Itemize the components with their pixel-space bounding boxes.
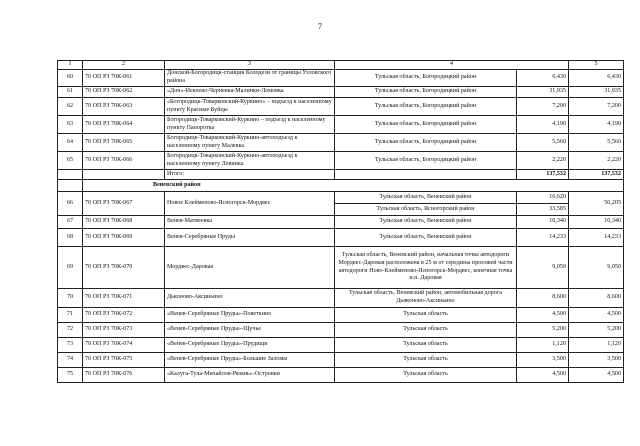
road-name: Богородицк-Товарковский-Куркино – подъезд к населенному пункту Папоротка bbox=[165, 116, 335, 134]
row-number: 74 bbox=[58, 353, 83, 368]
road-length: 33,585 bbox=[517, 203, 568, 215]
road-code: 70 ОП РЗ 70К-064 bbox=[83, 116, 165, 134]
road-code: 70 ОП РЗ 70К-070 bbox=[83, 247, 165, 289]
row-number: 73 bbox=[58, 338, 83, 353]
road-total: 10,340 bbox=[569, 216, 624, 229]
subtotal-label: Итого: bbox=[165, 170, 335, 180]
table-row bbox=[58, 70, 624, 87]
road-total: 2,220 bbox=[569, 152, 624, 170]
road-region: Тульская область, Богородицкий район bbox=[335, 116, 517, 134]
section-title: Веневский район bbox=[83, 180, 624, 192]
row-number: 72 bbox=[58, 323, 83, 338]
road-name: Венев-Матвеевка bbox=[165, 216, 335, 229]
road-code: 70 ОП РЗ 70К-066 bbox=[83, 152, 165, 170]
road-length: 5,200 bbox=[517, 323, 569, 338]
road-total: 8,600 bbox=[569, 289, 624, 308]
road-name: Богородицк-Товарковский-Куркино-автоподъезд к населенному пункту Малевка bbox=[165, 134, 335, 152]
table-row bbox=[58, 247, 624, 289]
row-number: 62 bbox=[58, 98, 83, 116]
road-region: Тульская область, Богородицкий район bbox=[335, 87, 517, 98]
road-length-split bbox=[517, 192, 569, 216]
road-name: «Венев-Серебряные Пруды»-Щучье bbox=[165, 323, 335, 338]
table-row bbox=[58, 116, 624, 134]
road-region: Тульская область bbox=[335, 323, 517, 338]
road-region: Тульская область, Богородицкий район bbox=[335, 70, 517, 87]
road-name: «Венев-Серебряные Пруды»-Поветкино bbox=[165, 308, 335, 323]
road-length: 8,600 bbox=[517, 289, 569, 308]
road-region: Тульская область, Веневский район, автомобильная дорога Дьяконово-Аксиньино bbox=[335, 289, 517, 308]
road-region: Тульская область, Ясногорский район bbox=[335, 203, 516, 215]
col-header: 5 bbox=[569, 61, 624, 70]
road-length: 9,050 bbox=[517, 247, 569, 289]
road-code: 70 ОП РЗ 70К-067 bbox=[83, 192, 165, 216]
road-code: 70 ОП РЗ 70К-076 bbox=[83, 368, 165, 383]
road-region: Тульская область bbox=[335, 353, 517, 368]
road-region: Тульская область, Веневский район bbox=[335, 216, 517, 229]
road-total: 6,430 bbox=[569, 70, 624, 87]
road-region: Тульская область bbox=[335, 308, 517, 323]
road-total: 3,500 bbox=[569, 353, 624, 368]
road-total: 14,233 bbox=[569, 229, 624, 247]
table-row bbox=[58, 338, 624, 353]
subtotal-total: 137,532 bbox=[569, 170, 624, 180]
road-length: 5,560 bbox=[517, 134, 569, 152]
road-total: 5,560 bbox=[569, 134, 624, 152]
road-length: 4,190 bbox=[517, 116, 569, 134]
road-region: Тульская область bbox=[335, 368, 517, 383]
table-row bbox=[58, 323, 624, 338]
road-total: 9,050 bbox=[569, 247, 624, 289]
road-length: 7,200 bbox=[517, 98, 569, 116]
table-row bbox=[58, 368, 624, 383]
subtotal-length: 137,532 bbox=[517, 170, 569, 180]
road-length: 2,220 bbox=[517, 152, 569, 170]
road-total: 5,200 bbox=[569, 323, 624, 338]
road-name: Дьконово-Аксиньино bbox=[165, 289, 335, 308]
row-number: 63 bbox=[58, 116, 83, 134]
road-name: «Венев-Серебряные Пруды»-Прудищи bbox=[165, 338, 335, 353]
row-number: 69 bbox=[58, 247, 83, 289]
road-code: 70 ОП РЗ 70К-069 bbox=[83, 229, 165, 247]
road-name: Мордвес-Даровая bbox=[165, 247, 335, 289]
row-number: 71 bbox=[58, 308, 83, 323]
road-total: 1,120 bbox=[569, 338, 624, 353]
road-total: 7,200 bbox=[569, 98, 624, 116]
road-name: Богородицк-Товарковский-Куркино-автоподъезд к населенному пункту Левинка bbox=[165, 152, 335, 170]
row-number: 64 bbox=[58, 134, 83, 152]
road-length: 4,500 bbox=[517, 308, 569, 323]
road-code: 70 ОП РЗ 70К-071 bbox=[83, 289, 165, 308]
road-code: 70 ОП РЗ 70К-074 bbox=[83, 338, 165, 353]
road-total: 4,190 bbox=[569, 116, 624, 134]
road-total: 4,500 bbox=[569, 308, 624, 323]
road-name: Донской-Богородицк-станция Колодези от границы Узловского района bbox=[165, 70, 335, 87]
row-number: 61 bbox=[58, 87, 83, 98]
road-region: Тульская область, Богородицкий район bbox=[335, 134, 517, 152]
road-code: 70 ОП РЗ 70К-073 bbox=[83, 323, 165, 338]
row-number: 66 bbox=[58, 192, 83, 216]
row-number: 65 bbox=[58, 152, 83, 170]
subtotal-row bbox=[58, 170, 624, 180]
table-row bbox=[58, 216, 624, 229]
road-name: «Богородицк-Товарковский-Куркино» – подъезд к населенному пункту Красные Буйцы bbox=[165, 98, 335, 116]
table-row bbox=[58, 152, 624, 170]
road-code: 70 ОП РЗ 70К-062 bbox=[83, 87, 165, 98]
col-header: 3 bbox=[165, 61, 335, 70]
road-length: 6,430 bbox=[517, 70, 569, 87]
road-code: 70 ОП РЗ 70К-068 bbox=[83, 216, 165, 229]
road-length: 10,340 bbox=[517, 216, 569, 229]
road-name: «Калуга-Тула-Михайлов-Рязань»-Островки bbox=[165, 368, 335, 383]
road-code: 70 ОП РЗ 70К-063 bbox=[83, 98, 165, 116]
road-name: «Дон»-Иевлево-Черневка-Малинки-Ломовка bbox=[165, 87, 335, 98]
road-region: Тульская область, Богородицкий район bbox=[335, 98, 517, 116]
road-name: «Венев-Серебряные Пруды»-Большие Заломы bbox=[165, 353, 335, 368]
table-row bbox=[58, 229, 624, 247]
road-length: 3,500 bbox=[517, 353, 569, 368]
table-row bbox=[58, 98, 624, 116]
col-header: 2 bbox=[83, 61, 165, 70]
col-header: 1 bbox=[58, 61, 83, 70]
row-number: 68 bbox=[58, 229, 83, 247]
row-number: 67 bbox=[58, 216, 83, 229]
road-code: 70 ОП РЗ 70К-061 bbox=[83, 70, 165, 87]
table-row bbox=[58, 353, 624, 368]
row-number: 70 bbox=[58, 289, 83, 308]
road-region: Тульская область, Веневский район bbox=[335, 229, 517, 247]
road-code: 70 ОП РЗ 70К-072 bbox=[83, 308, 165, 323]
road-total: 31,935 bbox=[569, 87, 624, 98]
road-total: 4,500 bbox=[569, 368, 624, 383]
road-length: 4,500 bbox=[517, 368, 569, 383]
table-row bbox=[58, 308, 624, 323]
road-region: Тульская область bbox=[335, 338, 517, 353]
road-total: 50,205 bbox=[569, 192, 624, 216]
road-region-split bbox=[335, 192, 517, 216]
row-number: 75 bbox=[58, 368, 83, 383]
road-code: 70 ОП РЗ 70К-065 bbox=[83, 134, 165, 152]
page-number: 7 bbox=[318, 22, 322, 31]
road-region: Тульская область, Веневский район bbox=[379, 194, 472, 200]
road-code: 70 ОП РЗ 70К-075 bbox=[83, 353, 165, 368]
road-length: 31,935 bbox=[517, 87, 569, 98]
row-number: 60 bbox=[58, 70, 83, 87]
road-region: Тульская область, Веневский район, начальная точка автодороги Мордвес-Даровая расположена в 25 м от середины проезжей части автодороги Ново-Клейменово-Ясногорск-Мордвес, конечная точка н.п. Даровая bbox=[335, 247, 517, 289]
table-row bbox=[58, 134, 624, 152]
section-row bbox=[58, 180, 624, 192]
table-row bbox=[58, 87, 624, 98]
road-name: Венев-Серебряные Пруды bbox=[165, 229, 335, 247]
table-row bbox=[58, 289, 624, 308]
col-header: 4 bbox=[335, 61, 569, 70]
road-name: Новое Клейменово-Ясногорск-Мордвес bbox=[165, 192, 335, 216]
header-row bbox=[58, 61, 624, 70]
road-length: 1,120 bbox=[517, 338, 569, 353]
road-region: Тульская область, Богородицкий район bbox=[335, 152, 517, 170]
road-length: 16,620 bbox=[549, 194, 567, 200]
road-length: 14,233 bbox=[517, 229, 569, 247]
road-register-table bbox=[57, 60, 624, 383]
table-row bbox=[58, 192, 624, 216]
